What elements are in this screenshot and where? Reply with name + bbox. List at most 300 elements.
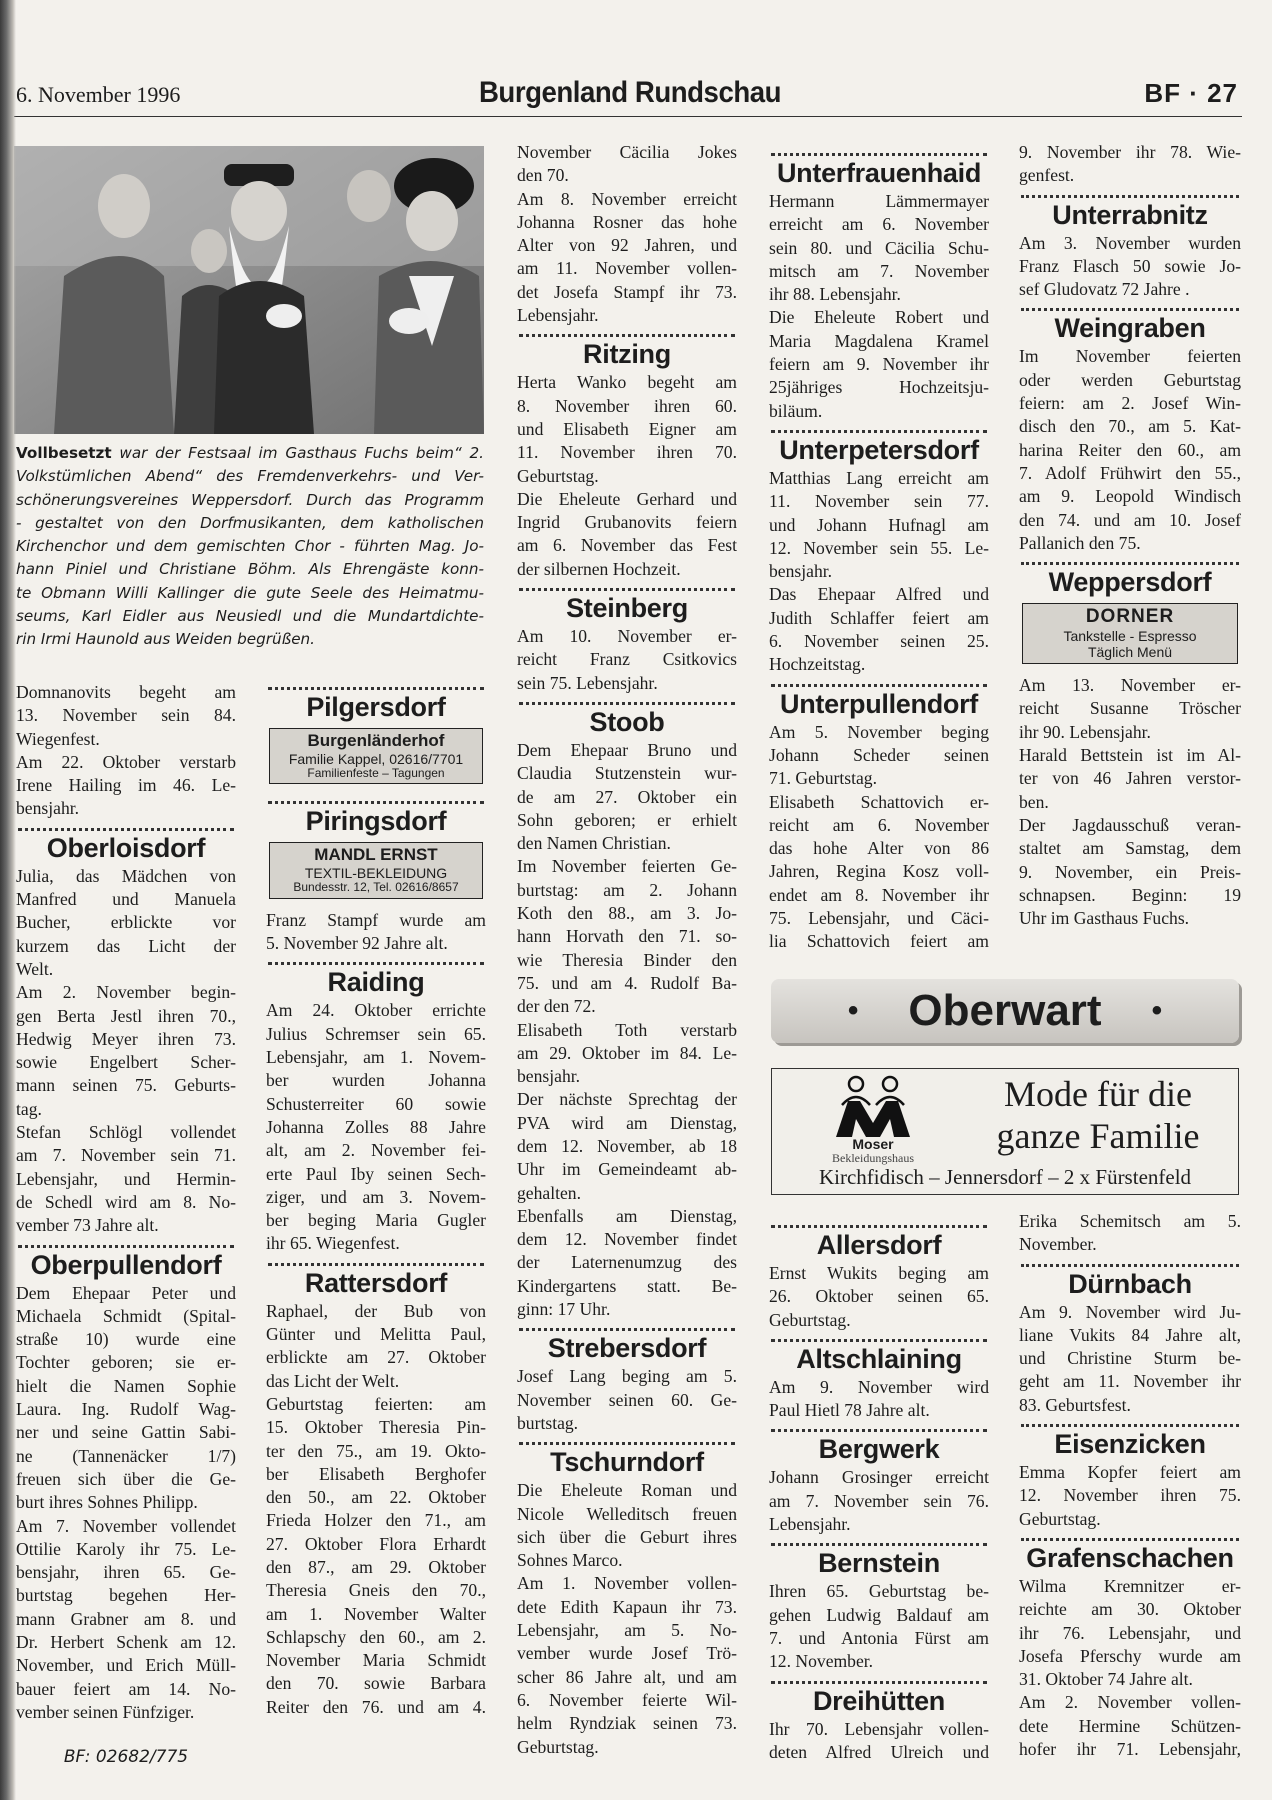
moser-locations: Kirchfidisch – Jennersdorf – 2 x Fürstenfeld — [818, 1165, 1192, 1189]
text-line: ben. — [1019, 791, 1049, 812]
page-number: BF · 27 — [1144, 78, 1238, 108]
text-line: Paul Hietl 78 Jahre alt. — [769, 1400, 930, 1421]
text-line: Am 13. November er- — [1019, 675, 1241, 696]
locality-heading: Altschlaining — [796, 1343, 962, 1374]
text-line: November, und Erich Müll- — [16, 1655, 236, 1676]
news-paragraph — [16, 751, 236, 821]
text-line: ihr 90. Lebensjahr. — [1019, 721, 1151, 742]
text-line: wie Theresia Binder den — [517, 949, 737, 970]
text-line: sich über die Geburt ihres — [517, 1526, 737, 1547]
dotted-separator — [1021, 1417, 1239, 1427]
text-line: Claudia Stutzenstein wur- — [517, 763, 737, 784]
text-line: Bucher, erblickte vor — [16, 912, 236, 933]
photo-caption — [16, 442, 484, 652]
text-line: Am 9. November wird — [769, 1376, 989, 1397]
text-line: Am 8. November erreicht — [517, 188, 737, 209]
text-line: Judith Schlaffer feiert am — [769, 607, 989, 628]
locality-heading: Unterfrauenhaid — [776, 158, 982, 188]
dotted-separator — [771, 1536, 987, 1546]
text-line: 7. und Antonia Fürst am — [769, 1627, 989, 1648]
issue-date: 6. November 1996 — [16, 82, 181, 107]
photo-people-icon — [14, 146, 484, 434]
text-line: Ihr 70. Lebensjahr vollen- — [769, 1718, 989, 1739]
text-line: Kindergartens statt. Be- — [517, 1275, 737, 1296]
text-line: 75. und am 4. Rudolf Ba- — [517, 972, 737, 993]
text-line: den 74. und am 10. Josef — [1019, 509, 1241, 530]
text-line: Am 10. November er- — [517, 626, 737, 647]
caption-line: - gestaltet von den Dorfmusikanten, dem katholischen — [16, 513, 484, 532]
news-paragraph — [16, 865, 236, 981]
dotted-separator — [268, 680, 484, 690]
text-line: 12. November sein 55. Le- — [769, 537, 989, 558]
news-paragraph — [769, 1376, 989, 1423]
dotted-separator — [268, 955, 484, 965]
locality-heading: Eisenzicken — [1054, 1429, 1206, 1460]
text-line: Wilma Kremnitzer er- — [1019, 1575, 1241, 1596]
text-line: schnapsen. Beginn: 19 — [1019, 884, 1241, 905]
text-line: reicht Susanne Tröscher — [1019, 698, 1241, 719]
text-line: 5. November 92 Jahre alt. — [266, 933, 448, 954]
news-paragraph — [517, 188, 737, 328]
news-paragraph — [16, 981, 236, 1121]
text-line: das hohe Alter von 86 — [769, 838, 989, 859]
dotted-separator — [519, 581, 735, 591]
text-line: Geburtstag. — [517, 465, 599, 486]
dotted-separator — [771, 146, 987, 156]
text-line: vember wurde Josef Trö- — [517, 1643, 737, 1664]
dotted-separator — [519, 327, 735, 337]
text-line: 11. November sein 77. — [769, 491, 989, 512]
text-line: Elisabeth Toth verstarb — [517, 1019, 737, 1040]
news-paragraph — [16, 1121, 236, 1237]
caption-line: Kirchenchor und dem gemischten Chor - führten Mag. Jo- — [16, 537, 484, 556]
dotted-separator — [1021, 555, 1239, 565]
text-line: der den 72. — [517, 996, 596, 1017]
locality-heading: Ritzing — [583, 339, 671, 370]
text-line: Irene Hailing im 46. Le- — [16, 775, 236, 796]
text-line: Lebensjahr, am 1. Novem- — [266, 1047, 486, 1068]
dotted-separator — [268, 1256, 484, 1266]
text-line: Ingrid Grubanovits feiern — [517, 512, 737, 533]
news-paragraph — [517, 625, 737, 695]
caption-line: te Obmann Willi Kallinger die gute Seele des Heimatmu- — [16, 583, 484, 602]
text-line: Am 7. November vollendet — [16, 1515, 236, 1536]
bullet-icon: • — [1151, 994, 1163, 1027]
text-line: alt, am 2. November fei- — [266, 1140, 486, 1161]
dotted-separator — [519, 1435, 735, 1445]
text-line: Die Eheleute Robert und — [769, 307, 989, 328]
press-photo — [14, 146, 484, 434]
news-paragraph — [517, 855, 737, 1018]
text-line: dem 12. November findet — [517, 1229, 737, 1250]
dotted-separator — [1021, 1531, 1239, 1541]
text-line: Nicole Welleditsch freuen — [517, 1503, 737, 1524]
text-line: 6. November feierte Wil- — [517, 1689, 737, 1710]
text-line: Johanna Rosner das hohe — [517, 211, 737, 232]
text-line: Wiegenfest. — [16, 728, 100, 749]
news-paragraph — [266, 1300, 486, 1393]
news-paragraph — [1019, 1301, 1241, 1417]
text-line: staltet am Samstag, dem — [1019, 838, 1241, 859]
text-line: Ottilie Karoly ihr 75. Le- — [16, 1538, 236, 1559]
text-line: erreicht am 6. November — [769, 214, 989, 235]
column-3 — [517, 141, 737, 1759]
text-line: mann Grabner am 8. und — [16, 1608, 236, 1629]
news-paragraph — [517, 1479, 737, 1572]
text-line: Michaela Schmidt (Spital- — [16, 1305, 236, 1326]
text-line: Jahren, Regina Kosz voll- — [769, 861, 989, 882]
text-line: Hermann Lämmermayer — [769, 191, 989, 211]
text-line: ner und seine Gattin Sabi- — [16, 1422, 236, 1443]
text-line: Johanna Zolles 88 Jahre — [266, 1116, 486, 1137]
locality-heading: Unterpullendorf — [780, 688, 978, 719]
classified-ad — [269, 728, 483, 784]
column-2 — [266, 680, 486, 1719]
ad-line: Tankstelle - Espresso — [1063, 628, 1197, 644]
text-line: Geburtstag. — [769, 1309, 851, 1330]
text-line: Dem Ehepaar Peter und — [16, 1282, 236, 1303]
ad-line: Burgenländerhof — [307, 731, 445, 750]
text-line: burtstag begehen Her- — [16, 1585, 236, 1606]
text-line: 8. November ihren 60. — [517, 395, 737, 416]
text-line: burtstag. — [517, 1412, 579, 1433]
news-paragraph — [517, 1572, 737, 1758]
text-line: gehen Ludwig Baldauf am — [769, 1604, 989, 1625]
news-paragraph — [769, 1262, 989, 1332]
text-line: kurzem das Licht der — [16, 935, 236, 956]
locality-heading: Dürnbach — [1068, 1268, 1192, 1299]
text-line: Koth den 88., am 3. Jo- — [517, 903, 737, 924]
text-line: ihr 88. Lebensjahr. — [769, 284, 901, 305]
news-paragraph — [517, 739, 737, 855]
locality-heading: Bergwerk — [818, 1434, 940, 1465]
dotted-separator — [1021, 188, 1239, 198]
text-line: November. — [1019, 1234, 1097, 1255]
text-line: den 87., am 29. Oktober — [266, 1557, 486, 1577]
text-line: Geburtstag. — [1019, 1508, 1101, 1529]
text-line: helm Ryndziak seinen 73. — [517, 1713, 737, 1734]
text-line: Schusterreiter 60 sowie — [266, 1093, 486, 1114]
caption-line: seums, Karl Eidler aus Neusiedl und die Mundartdichte- — [16, 607, 484, 626]
text-line: genfest. — [1019, 165, 1075, 186]
text-line: Stefan Schlögl vollendet — [16, 1122, 236, 1143]
caption-line: Vollbesetzt war der Festsaal im Gasthaus Fuchs beim“ 2. — [16, 444, 484, 462]
ad-line: Täglich Menü — [1087, 644, 1173, 661]
text-line: am 7. November sein 71. — [16, 1145, 236, 1166]
text-line: 26. Oktober seinen 65. — [769, 1286, 989, 1307]
news-paragraph — [769, 583, 989, 676]
text-line: und Elisabeth Eigner am — [517, 418, 737, 439]
ad-line: Bundesstr. 12, Tel. 02616/8657 — [293, 880, 459, 895]
text-line: Laura. Ing. Rudolf Wag- — [16, 1399, 236, 1420]
text-line: Franz Flasch 50 sowie Jo- — [1019, 255, 1241, 276]
text-line: 11. November ihren 70. — [517, 442, 737, 463]
text-line: bensjahr. — [769, 561, 833, 582]
text-line: 75. Lebensjahr, und Cäci- — [769, 908, 989, 929]
locality-heading: Steinberg — [566, 593, 688, 624]
text-line: den Namen Christian. — [517, 833, 671, 854]
dotted-separator — [771, 1422, 987, 1432]
text-line: Günter und Melitta Paul, — [266, 1324, 486, 1345]
classified-ad — [269, 842, 483, 898]
text-line: Sohnes Marco. — [517, 1550, 623, 1571]
locality-heading: Rattersdorf — [304, 1267, 448, 1298]
page-binding-shadow — [0, 0, 16, 1800]
ad-line: TEXTIL-BEKLEIDUNG — [304, 864, 448, 881]
locality-heading: Piringsdorf — [305, 806, 447, 837]
text-line: dem 12. November, ab 18 — [517, 1135, 737, 1156]
moser-logo-name: Moser — [852, 1136, 894, 1152]
text-line: Tochter geboren; sie er- — [16, 1352, 236, 1373]
locality-heading: Unterpetersdorf — [779, 434, 979, 465]
text-line: Elisabeth Schattovich er- — [769, 791, 989, 812]
news-paragraph — [266, 1393, 486, 1719]
text-line: 27. Oktober Flora Erhardt — [266, 1533, 486, 1554]
section-banner-title: Oberwart — [908, 986, 1102, 1035]
locality-heading: Grafenschachen — [1026, 1542, 1234, 1573]
text-line: feiern: am 2. Josef Win- — [1019, 393, 1241, 414]
ad-line: Familie Kappel, 02616/7701 — [288, 750, 464, 767]
text-line: hofer ihr 71. Lebensjahr, — [1019, 1739, 1241, 1760]
text-line: Im November feierten — [1019, 346, 1241, 367]
text-line: Sohn geboren; er erhielt — [517, 809, 737, 830]
locality-heading: Dreihütten — [812, 1685, 945, 1716]
column-4 — [769, 146, 989, 954]
text-line: und Johann Hufnagl am — [769, 514, 989, 535]
text-line: 31. Oktober 74 Jahre alt. — [1019, 1669, 1193, 1690]
text-line: 7. Adolf Frühwirt den 55., — [1019, 462, 1241, 483]
text-line: gehalten. — [517, 1182, 581, 1203]
text-line: 6. November seinen 25. — [769, 631, 989, 652]
text-line: burt ihres Sohnes Philipp. — [16, 1492, 198, 1513]
text-line: Ebenfalls am Dienstag, — [517, 1205, 737, 1226]
text-line: November Maria Schmidt — [266, 1650, 486, 1671]
section-banner-oberwart — [771, 979, 1239, 1043]
text-line: ginn: 17 Uhr. — [517, 1299, 611, 1320]
dotted-separator — [1021, 301, 1239, 311]
dotted-separator — [771, 1218, 987, 1228]
text-line: Erika Schemitsch am 5. — [1019, 1211, 1241, 1231]
text-line: Uhr im Gasthaus Fuchs. — [1019, 908, 1190, 929]
classified-ad — [1022, 603, 1238, 664]
news-paragraph — [1019, 1575, 1241, 1691]
news-paragraph — [1019, 1461, 1241, 1531]
news-paragraph — [769, 1466, 989, 1536]
text-line: den 70. — [517, 165, 569, 186]
column-1 — [16, 681, 236, 1769]
text-line: feiern am 9. November ihr — [769, 354, 989, 375]
news-paragraph — [266, 909, 486, 956]
text-line: reicht am 6. November — [769, 814, 989, 835]
text-line: Johann Scheder seinen — [769, 744, 989, 765]
news-paragraph — [517, 1205, 737, 1321]
text-line: am 1. November Walter — [266, 1603, 486, 1624]
locality-heading: Oberpullendorf — [30, 1249, 222, 1280]
text-line: Emma Kopfer feiert am — [1019, 1462, 1241, 1483]
caption-lead: Vollbesetzt — [16, 444, 112, 462]
column-5-lower — [1019, 1210, 1241, 1761]
news-paragraph — [517, 141, 737, 188]
text-line: liane Vukits 84 Jahre alt, — [1019, 1324, 1241, 1345]
text-line: sowie Engelbert Scher- — [16, 1052, 236, 1073]
text-line: tag. — [16, 1098, 42, 1119]
text-line: Am 24. Oktober errichte — [266, 1000, 486, 1021]
news-paragraph — [1019, 345, 1241, 555]
dotted-separator — [1021, 1257, 1239, 1267]
locality-heading: Pilgersdorf — [306, 692, 446, 722]
text-line: Lebensjahr. — [517, 305, 599, 326]
text-line: Lebensjahr, am 5. No- — [517, 1620, 737, 1641]
locality-heading: Stoob — [589, 706, 665, 737]
text-line: ber Elisabeth Berghofer — [266, 1463, 486, 1484]
text-line: Herta Wanko begeht am — [517, 372, 737, 393]
text-line: 9. November ihr 78. Wie- — [1019, 142, 1241, 162]
text-line: den 70. sowie Barbara — [266, 1673, 486, 1694]
text-line: Matthias Lang erreicht am — [769, 467, 989, 488]
news-paragraph — [517, 1019, 737, 1089]
text-line: sein 80. und Cäcilia Schu- — [769, 237, 989, 258]
text-line: gen Berta Jestl ihren 70., — [16, 1005, 236, 1026]
text-line: Ihren 65. Geburtstag be- — [769, 1581, 989, 1602]
dotted-separator — [771, 1332, 987, 1342]
text-line: Raphael, der Bub von — [266, 1300, 486, 1321]
text-line: Die Eheleute Roman und — [517, 1480, 737, 1501]
text-line: am 9. Leopold Windisch — [1019, 486, 1241, 507]
text-line: deten Alfred Ulreich und — [769, 1741, 989, 1762]
dotted-separator — [771, 677, 987, 687]
text-line: Manfred und Manuela — [16, 889, 236, 910]
text-line: ihr 76. Lebensjahr, und — [1019, 1622, 1241, 1643]
text-line: bensjahr, ihren 65. Ge- — [16, 1562, 236, 1583]
text-line: geht am 11. November ihr — [1019, 1371, 1241, 1392]
news-paragraph — [517, 1365, 737, 1435]
text-line: Julius Schremser sein 65. — [266, 1023, 486, 1044]
text-line: 13. November sein 84. — [16, 705, 236, 726]
text-line: am 29. Oktober im 84. Le- — [517, 1042, 737, 1063]
text-line: Geburtstag feierten: am — [266, 1393, 486, 1414]
text-line: ter den 75., am 19. Okto- — [266, 1440, 486, 1461]
text-line: Der nächste Sprechtag der — [517, 1089, 737, 1110]
newspaper-title: Burgenland Rundschau — [478, 76, 782, 109]
text-line: Julia, das Mädchen von — [16, 865, 236, 886]
text-line: 12. November. — [769, 1651, 874, 1672]
text-line: Theresia Gneis den 70., — [266, 1580, 486, 1601]
text-line: hielt die Namen Sophie — [16, 1375, 236, 1396]
text-line: Dr. Herbert Schenk am 12. — [16, 1631, 236, 1652]
text-line: mitsch am 7. November — [769, 260, 989, 281]
caption-line: rin Irmi Haunold aus Weiden begrüßen. — [16, 630, 315, 649]
moser-logo-icon — [832, 1075, 914, 1139]
dotted-separator — [519, 695, 735, 705]
text-line: der Laternenumzug des — [517, 1252, 737, 1273]
text-line: November seinen 60. Ge- — [517, 1389, 737, 1410]
text-line: hann Horvath den 71. so- — [517, 926, 737, 947]
dotted-separator — [268, 794, 484, 804]
news-paragraph — [1019, 814, 1241, 930]
text-line: Am 3. November wurden — [1019, 232, 1241, 253]
locality-heading: Allersdorf — [816, 1230, 942, 1260]
text-line: Hedwig Meyer ihren 73. — [16, 1028, 236, 1049]
locality-heading: Weppersdorf — [1048, 567, 1212, 598]
text-line: mann seinen 75. Geburts- — [16, 1075, 236, 1096]
text-line: endet am 8. November ihr — [769, 884, 989, 905]
author-signature: BF: 02682/775 — [63, 1747, 189, 1768]
locality-heading: Oberloisdorf — [46, 832, 206, 863]
text-line: burtstag: am 2. Johann — [517, 879, 737, 900]
text-line: Uhr im Gemeindeamt ab- — [517, 1159, 737, 1180]
text-line: Frieda Holzer den 71., am — [266, 1510, 486, 1531]
text-line: Lebensjahr. — [769, 1514, 851, 1535]
text-line: am 6. November das Fest — [517, 535, 737, 556]
text-line: ter von 46 Jahren verstor- — [1019, 768, 1241, 789]
text-line: de am 27. Oktober ein — [517, 786, 737, 807]
news-paragraph — [517, 371, 737, 487]
text-line: 83. Geburtsfest. — [1019, 1394, 1131, 1415]
text-line: 25jähriges Hochzeitsju- — [769, 377, 989, 398]
news-paragraph — [16, 1282, 236, 1515]
text-line: biläum. — [769, 400, 823, 421]
text-line: Die Eheleute Gerhard und — [517, 488, 737, 509]
text-line: reichte am 30. Oktober — [1019, 1599, 1241, 1620]
moser-logo-subtitle: Bekleidungshaus — [832, 1151, 914, 1165]
text-line: Am 22. Oktober verstarb — [16, 751, 236, 772]
text-line: ihr 65. Wiegenfest. — [266, 1233, 400, 1254]
text-line: ber wurden Johanna — [266, 1070, 486, 1091]
locality-heading: Weingraben — [1054, 313, 1206, 344]
text-line: ne (Tannenäcker 1/7) — [16, 1445, 236, 1466]
text-line: erblickte am 27. Oktober — [266, 1347, 486, 1368]
news-paragraph — [769, 791, 989, 954]
text-line: das Licht der Welt. — [266, 1370, 400, 1391]
text-line: det Josefa Stampf ihr 73. — [517, 281, 737, 302]
text-line: disch den 70., am 5. Kat- — [1019, 416, 1241, 437]
text-line: Geburtstag. — [517, 1736, 599, 1757]
news-paragraph — [769, 1580, 989, 1673]
text-line: dete Hermine Schützen- — [1019, 1715, 1241, 1736]
text-line: vember seinen Fünfziger. — [16, 1701, 195, 1722]
text-line: und Christine Sturm be- — [1019, 1348, 1241, 1369]
text-line: PVA wird am Dienstag, — [517, 1112, 737, 1133]
news-paragraph — [1019, 1691, 1241, 1761]
news-paragraph — [266, 999, 486, 1255]
text-line: Am 2. November vollen- — [1019, 1692, 1241, 1713]
text-line: ber beging Maria Gugler — [266, 1210, 486, 1231]
text-line: Am 1. November vollen- — [517, 1573, 737, 1594]
caption-line: Volkstümlichen Abend“ des Fremdenverkehrs- und Ver- — [16, 467, 484, 486]
text-line: Pallanich den 75. — [1019, 532, 1141, 553]
text-line: 9. November, ein Preis- — [1019, 861, 1241, 882]
column-5 — [1019, 141, 1241, 930]
news-paragraph — [16, 1515, 236, 1725]
text-line: oder werden Geburtstag — [1019, 369, 1241, 390]
news-paragraph — [769, 721, 989, 791]
text-line: Harald Bettstein ist im Al- — [1019, 745, 1241, 766]
caption-line: schönerungsvereines Weppersdorf. Durch das Programm — [16, 490, 484, 509]
news-paragraph — [16, 681, 236, 751]
text-line: Schlapschy den 60., am 2. — [266, 1626, 486, 1647]
text-line: Lebensjahr, und Hermin- — [16, 1168, 236, 1189]
text-line: ziger, und am 3. Novem- — [266, 1186, 486, 1207]
text-line: dete Edith Kapaun ihr 73. — [517, 1596, 737, 1617]
ad-line: Familienfeste – Tagungen — [307, 765, 445, 780]
text-line: bensjahr. — [517, 1066, 581, 1087]
text-line: erte Paul Iby seinen Sech- — [266, 1163, 486, 1184]
text-line: 15. Oktober Theresia Pin- — [266, 1417, 486, 1438]
text-line: Alter von 92 Jahren, und — [517, 235, 737, 256]
text-line: Johann Grosinger erreicht — [769, 1467, 989, 1488]
column-4-lower — [769, 1218, 989, 1764]
locality-heading: Tschurndorf — [550, 1447, 704, 1478]
